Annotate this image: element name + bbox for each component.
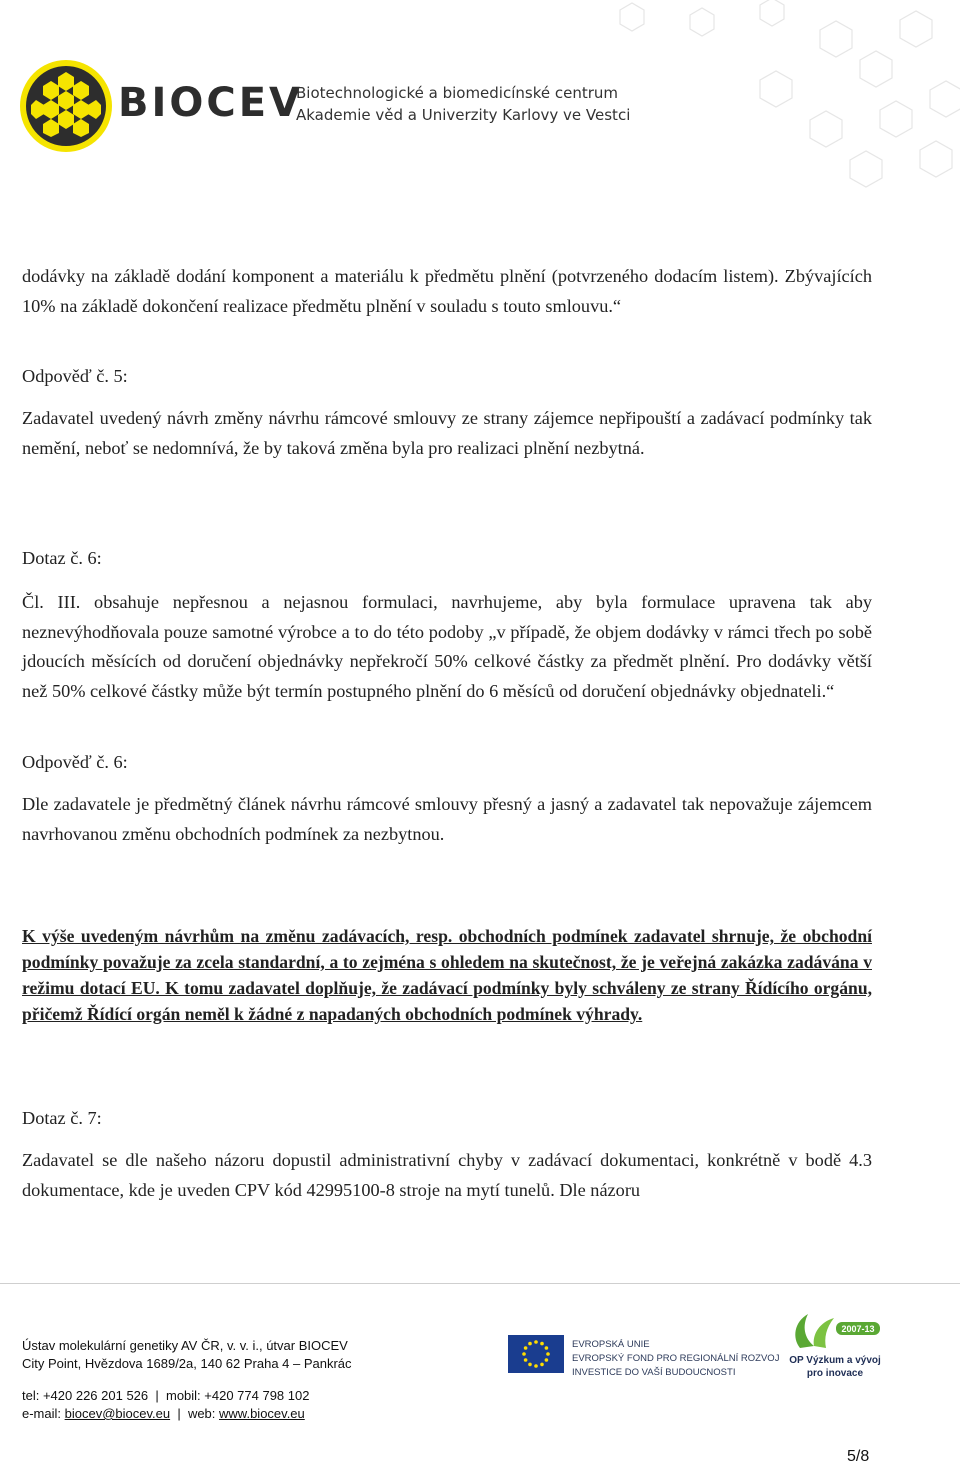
- op-vavpi-logo-icon: [778, 1308, 888, 1354]
- paragraph-continuation: dodávky na základě dodání komponent a materiálu k předmětu plnění (potvrzeného dodacím listem). Zbývajících 10% na základě dokončení realizace předmětu plnění v souladu s touto smlouvu.“: [22, 266, 872, 316]
- footer-email-label: e-mail:: [22, 1406, 65, 1421]
- answer-6-text: Dle zadavatele je předmětný článek návrhu rámcové smlouvy přesný a jasný a zadavatel tak nepovažuje zájemcem navrhovanou změnu obchodních podmínek za nezbytnou.: [22, 794, 872, 844]
- brand-name: BIOCEV: [118, 80, 304, 126]
- eu-funding-text: [572, 1338, 779, 1380]
- answer-6-heading: Odpověď č. 6:: [22, 752, 128, 772]
- tagline-line-2: Akademie věd a Univerzity Karlovy ve Vestci: [296, 106, 631, 124]
- question-7-text: Zadavatel se dle našeho názoru dopustil administrativní chyby v zadávací dokumentaci, konkrétně v bodě 4.3 dokumentace, kde je uveden CPV kód 42995100-8 stroje na mytí tunelů. Dle názoru: [22, 1150, 872, 1200]
- footer-phone-line: [22, 1388, 309, 1403]
- footer-mobil: mobil: +420 774 798 102: [165, 1388, 310, 1403]
- eu-flag-icon: [508, 1335, 564, 1373]
- footer-contact-line: [22, 1406, 305, 1421]
- op-badge-text: 2007-13: [841, 1324, 875, 1334]
- footer-org-line-1: Ústav molekulární genetiky AV ČR, v. v. i., útvar BIOCEV: [22, 1338, 348, 1353]
- tagline-line-1: Biotechnologické a biomedicínské centrum: [296, 84, 619, 102]
- answer-5-heading: Odpověď č. 5:: [22, 366, 128, 386]
- question-7-heading: Dotaz č. 7:: [22, 1108, 102, 1128]
- op-line-2: pro inovace: [806, 1368, 864, 1379]
- footer-separator: |: [151, 1388, 166, 1403]
- brand-tagline: [296, 82, 630, 126]
- op-program-text: [770, 1354, 900, 1380]
- question-6-heading: Dotaz č. 6:: [22, 548, 102, 568]
- footer-org-line-2: City Point, Hvězdova 1689/2a, 140 62 Praha 4 – Pankrác: [22, 1356, 352, 1371]
- question-6-text: Čl. III. obsahuje nepřesnou a nejasnou formulaci, navrhujeme, aby byla formulace upravena tak aby neznevýhodňovala pouze samotné výrobce a to do této podoby „v případě, že objem dodávky v rámci třech po sobě jdoucích měsících od doručení objednávky nepřekročí 50% celkové částky za předmět plnění. Pro dodávky větší než 50% celkové částky může být termín postupného plnění do 6 měsíců od doručení objednávky objednateli.“: [22, 592, 872, 701]
- summary-statement: K výše uvedeným návrhům na změnu zadávacích, resp. obchodních podmínek zadavatel shrnuje, že obchodní podmínky považuje za zcela standardní, a to zejména s ohledem na skutečnost, že je veřejná zakázka zadávána v režimu dotací EU. K tomu zadavatel doplňuje, že zadávací podmínky byly schváleny ze strany Řídícího orgánu, přičemž Řídící orgán neměl k žádné z napadaných obchodních podmínek výhrady.: [22, 926, 872, 1024]
- eu-line-2: EVROPSKÝ FOND PRO REGIONÁLNÍ ROZVOJ: [572, 1353, 780, 1364]
- footer-tel: tel: +420 226 201 526: [22, 1388, 149, 1403]
- eu-line-3: INVESTICE DO VAŠÍ BUDOUCNOSTI: [572, 1367, 736, 1378]
- eu-line-1: EVROPSKÁ UNIE: [572, 1339, 650, 1350]
- footer-separator-2: |: [173, 1406, 188, 1421]
- answer-5-text: Zadavatel uvedený návrh změny návrhu rámcové smlouvy ze strany zájemce nepřipouští a zadávací podmínky tak nemění, neboť se nedomnívá, že by taková změna byla pro realizaci plnění nezbytná.: [22, 408, 872, 458]
- op-line-1: OP Výzkum a vývoj: [789, 1355, 881, 1366]
- biocev-logo: [18, 58, 114, 154]
- footer-web-label: web:: [187, 1406, 220, 1421]
- footer-divider: [0, 1283, 960, 1284]
- page-number: 5/8: [847, 1448, 870, 1465]
- footer-email-link[interactable]: biocev@biocev.eu: [64, 1406, 171, 1421]
- footer-web-link[interactable]: www.biocev.eu: [219, 1406, 305, 1421]
